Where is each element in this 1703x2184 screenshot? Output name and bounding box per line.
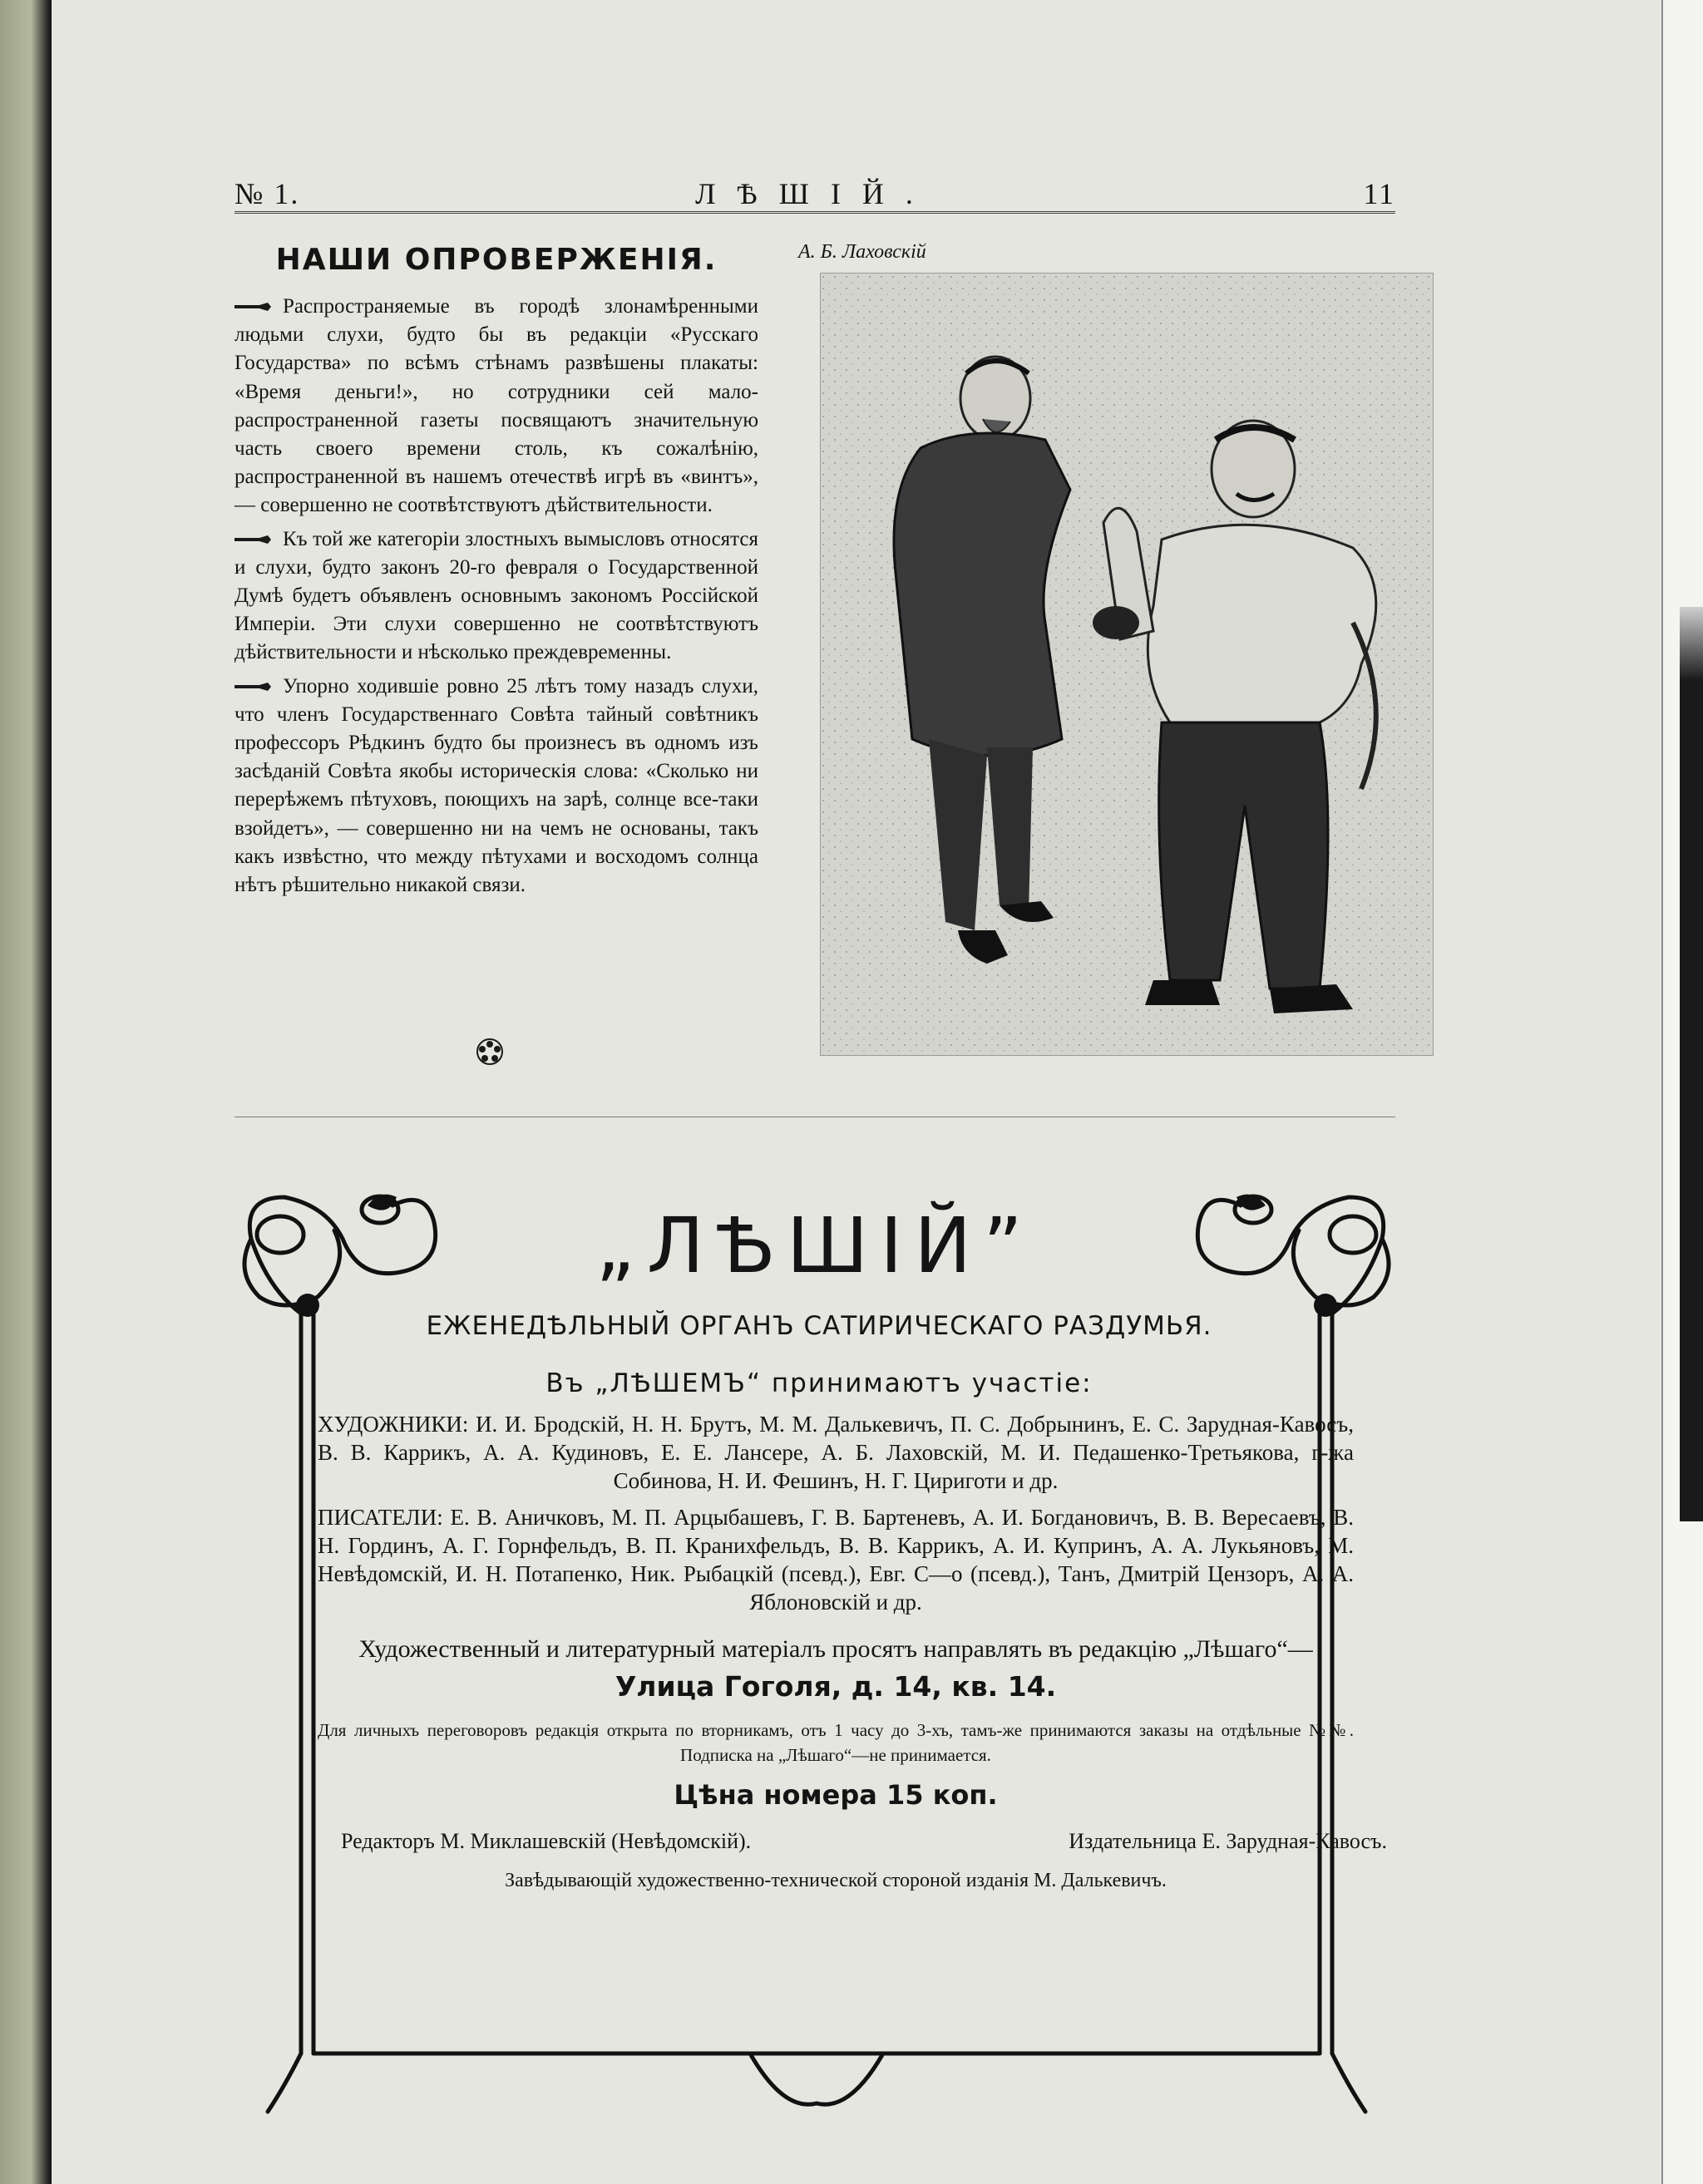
article-paragraph [234,525,758,668]
paragraph-text: Упорно ходившіе ровно 25 лѣтъ тому назадъ слухи, что членъ Государственнаго Совѣта тайный совѣтникъ профессоръ Рѣдкинъ будто бы произнесъ въ одномъ изъ засѣданій Совѣта якобы историческія слова: «Сколько ни перерѣжемъ пѣтуховъ, поющихъ на зарѣ, солнце все-таки взойдетъ», — совершенно ни на чемъ не основаны, такъ какъ извѣстно, что между пѣтухами и восходомъ солнца нѣтъ рѣшительно никакой связи. [234,674,758,897]
ad-address: Улица Гоголя, д. 14, кв. 14. [615,1670,1057,1703]
article-paragraph [234,673,758,900]
ad-submission-note: Художественный и литературный матеріалъ просятъ направлять въ редакцію „Лѣшаго“— [358,1635,1313,1663]
ad-writers-list: ПИСАТЕЛИ: Е. В. Аничковъ, М. П. Арцыбашевъ, Г. В. Бартеневъ, А. И. Богдановичъ, В. В. Вересаевъ, В. Н. Гординъ, А. Г. Горнфельдъ, В. П. Кранихфельдъ, В. В. Каррикъ, А. И. Купринъ, А. А. Лукьяновъ, М. Невѣдомскій, И. Н. Потапенко, Ник. Рыбацкій (псевд.), Евг. С—о (псевд.), Танъ, Дмитрій Цензоръ, А. А. Яблоновскій и др. [318,1505,1354,1615]
ad-subtitle: ЕЖЕНЕДѢЛЬНЫЙ ОРГАНЪ САТИРИЧЕСКАГО РАЗДУМЬЯ. [426,1311,1212,1341]
ad-price: Цѣна номера 15 коп. [674,1779,998,1811]
caricature-illustration [820,273,1434,1056]
book-binding-edge [0,0,52,2184]
illustration-caption: А. Б. Лаховскій [798,241,926,263]
ad-publisher: Издательница Е. Зарудная-Кавосъ. [1069,1829,1387,1853]
rosette-ornament-icon [476,1038,504,1066]
pointing-hand-icon [234,683,271,691]
paragraph-text: Къ той же категоріи злостныхъ вымысловъ относятся и слухи, будто законъ 20-го февраля о Государственной Думѣ будетъ объявленъ основнымъ закономъ Россійской Имперіи. Эти слухи совершенно не соотвѣтствуютъ дѣйствительности и нѣсколько преждевременны. [234,527,758,664]
article-paragraph [234,293,758,520]
ad-artists-list: ХУДОЖНИКИ: И. И. Бродскій, Н. Н. Брутъ, М. М. Далькевичъ, П. С. Добрынинъ, Е. С. Зарудная-Кавосъ, В. В. Каррикъ, А. А. Кудиновъ, Е. Е. Лансере, А. Б. Лаховскій, М. И. Педашенко-Третьякова, г-жа Собинова, Н. И. Фешинъ, Н. Г. Цириготи и др. [318,1412,1354,1493]
article-title: НАШИ ОПРОВЕРЖЕНІЯ. [275,243,718,277]
ad-hours-note: Для личныхъ переговоровъ редакція открыта по вторникамъ, отъ 1 часу до 3-хъ, тамъ-же принимаются заказы на отдѣльные №№. Подписка на „Лѣшаго“—не принимается. [318,1720,1354,1765]
page-number: 11 [1363,177,1395,210]
scan-border-strip [1680,607,1703,1521]
ad-editor: Редакторъ М. Миклашевскій (Невѣдомскій). [341,1829,752,1853]
pointing-hand-icon [234,303,271,311]
issue-number: № 1. [234,177,300,210]
ad-manager: Завѣдывающій художественно-технической стороной изданія М. Далькевичъ. [505,1870,1167,1891]
paragraph-text: Распространяемые въ городѣ злонамѣренными людьми слухи, будто бы въ редакціи «Русскаго Государства» по всѣмъ стѣнамъ развѣшены плакаты: «Время деньги!», но сотрудники сей мало-распространенной газеты посвящаютъ значительную часть своего времени столь, къ сожалѣнію, распространенной въ нашемъ отечествѣ игрѣ въ «винтъ», — совершенно не соотвѣтствуютъ дѣйствительности. [234,295,758,517]
pointing-hand-icon [234,535,271,544]
ad-masthead: „ЛѢШІЙ” [595,1201,1034,1290]
running-title: ЛѢШІЙ. [695,177,935,210]
article-body [234,293,758,905]
ad-participants-heading: Въ „ЛѢШЕМЪ“ принимаютъ участіе: [545,1368,1093,1398]
page-header [234,176,1395,214]
